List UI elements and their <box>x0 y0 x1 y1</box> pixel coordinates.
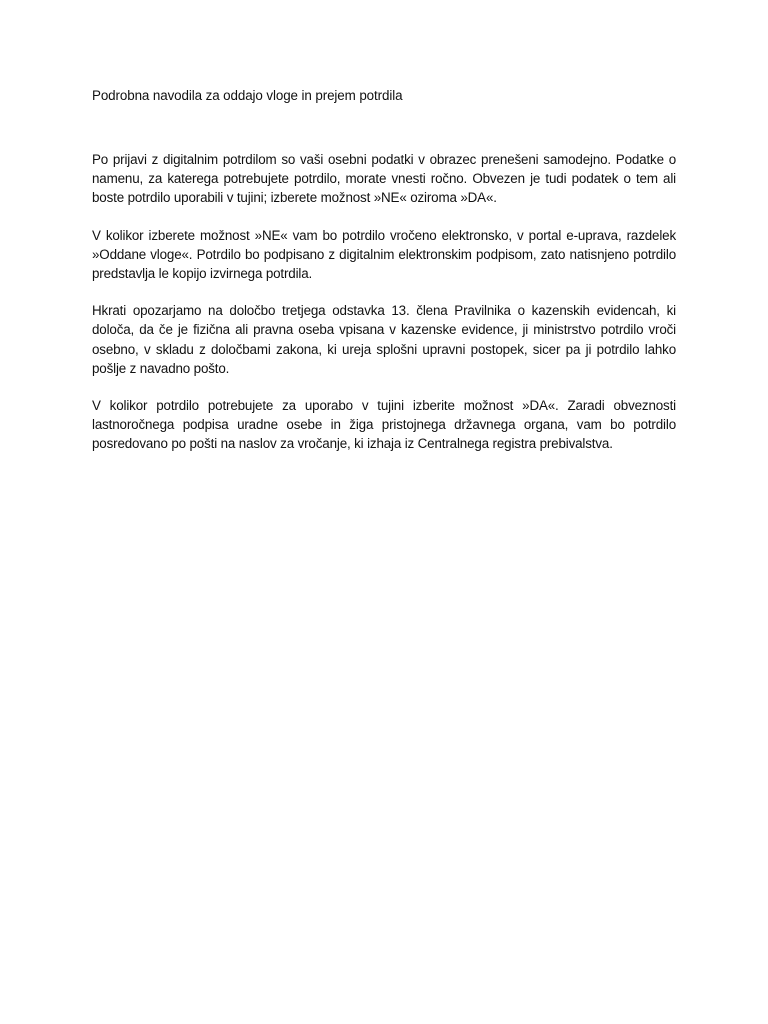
paragraph-criminal-records: Hkrati opozarjamo na določbo tretjega odstavka 13. člena Pravilnika o kazenskih evidencah, ki določa, da če je fizična ali pravna oseba vpisana v kazenske evidence, ji ministrstvo potrdilo vroči osebno, v skladu z določbami zakona, ki ureja splošni upravni postopek, sicer pa ji potrdilo lahko pošlje z navadno pošto. <box>92 303 676 376</box>
document-body <box>92 150 676 472</box>
paragraph-digital-certificate: Po prijavi z digitalnim potrdilom so vaši osebni podatki v obrazec prenešeni samodejno. Podatke o namenu, za katerega potrebujete potrdilo, morate vnesti ročno. Obvezen je tudi podatek o tem ali boste potrdilo uporabili v tujini; izberete možnost »NE« oziroma »DA«. <box>92 152 676 206</box>
document-title: Podrobna navodila za oddajo vloge in prejem potrdila <box>92 88 403 103</box>
paragraph-option-ne: V kolikor izberete možnost »NE« vam bo potrdilo vročeno elektronsko, v portal e-uprava, razdelek »Oddane vloge«. Potrdilo bo podpisano z digitalnim elektronskim podpisom, zato natisnjeno potrdilo predstavlja le kopijo izvirnega potrdila. <box>92 227 676 282</box>
paragraph-option-da: V kolikor potrdilo potrebujete za uporabo v tujini izberite možnost »DA«. Zaradi obveznosti lastnoročnega podpisa uradne osebe in žiga pristojnega državnega organa, vam bo potrdilo posredovano po pošti na naslov za vročanje, ki izhaja iz Centralnega registra prebivalstva. <box>92 398 676 452</box>
